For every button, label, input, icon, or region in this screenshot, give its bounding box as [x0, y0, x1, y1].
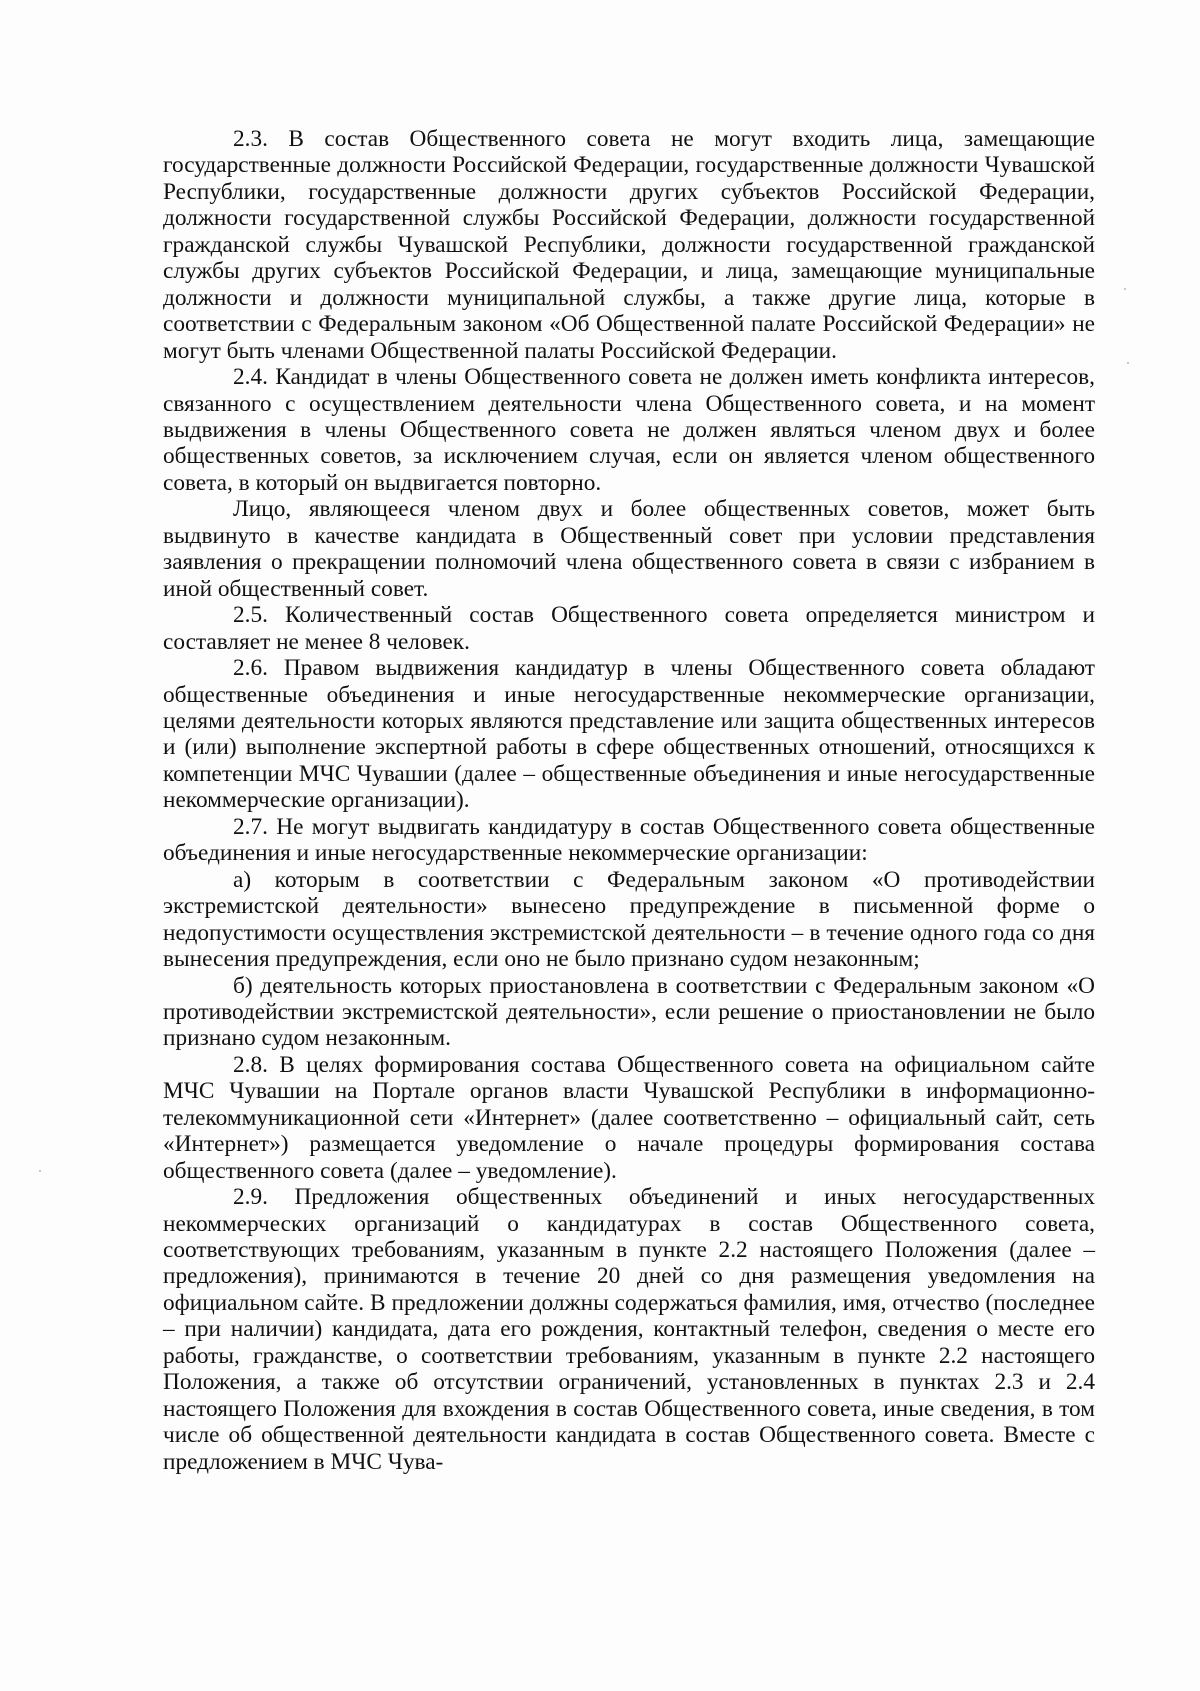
paragraph-2-9: 2.9. Предложения общественных объединений и иных негосударственных некоммерческих организаций о кандидатурах в состав Общественного совета, соответствующих требованиям, указанным в пункте 2.2 настоящего Положения (далее – предложения), принимаются в течение 20 дней со дня размещения уведомления на официальном сайте. В предложении должны содержаться фамилия, имя, отчество (последнее – при наличии) кандидата, дата его рождения, контактный телефон, сведения о месте его работы, гражданстве, о соответствии требованиям, указанным в пункте 2.2 настоящего Положения, а также об отсутствии ограничений, установленных в пунктах 2.3 и 2.4 настоящего Положения для вхождения в состав Общественного совета, иные сведения, в том числе об общественной деятельности кандидата в состав Общественного совета. Вместе с предложением в МЧС Чува-: [163, 1184, 1095, 1475]
scan-speck: [1127, 362, 1129, 364]
paragraph-2-7-item-a: а) которым в соответствии с Федеральным законом «О противодействии экстремистской деятельности» вынесено предупреждение в письменной форме о недопустимости осуществления экстремистской деятельности – в течение одного года со дня вынесения предупреждения, если оно не было признано судом незаконным;: [163, 866, 1095, 973]
scan-speck: [39, 1170, 41, 1172]
paragraph-2-4: 2.4. Кандидат в члены Общественного совета не должен иметь конфликта интересов, связанного с осуществлением деятельности члена Общественного совета, и на момент выдвижения в члены Общественного совета не должен являться членом двух и более общественных советов, за исключением случая, если он является членом общественного совета, в который он выдвигается повторно.: [163, 364, 1095, 496]
document-body: [163, 126, 1095, 1475]
paragraph-2-6: 2.6. Правом выдвижения кандидатур в члены Общественного совета обладают общественные объединения и иные негосударственные некоммерческие организации, целями деятельности которых являются представление или защита общественных интересов и (или) выполнение экспертной работы в сфере общественных отношений, относящихся к компетенции МЧС Чувашии (далее – общественные объединения и иные негосударственные некоммерческие организации).: [163, 655, 1095, 814]
scan-speck: [1124, 288, 1126, 290]
paragraph-2-7: 2.7. Не могут выдвигать кандидатуру в состав Общественного совета общественные объединения и иные негосударственные некоммерческие организации:: [163, 813, 1095, 867]
paragraph-2-3: 2.3. В состав Общественного совета не могут входить лица, замещающие государственные должности Российской Федерации, государственные должности Чувашской Республики, государственные должности других субъектов Российской Федерации, должности государственной службы Российской Федерации, должности государственной гражданской службы Чувашской Республики, должности государственной гражданской службы других субъектов Российской Федерации, и лица, замещающие муниципальные должности и должности муниципальной службы, а также другие лица, которые в соответствии с Федеральным законом «Об Общественной палате Российской Федерации» не могут быть членами Общественной палаты Российской Федерации.: [163, 126, 1095, 364]
paragraph-2-8: 2.8. В целях формирования состава Общественного совета на официальном сайте МЧС Чувашии на Портале органов власти Чувашской Республики в информационно-телекоммуникационной сети «Интернет» (далее соответственно – официальный сайт, сеть «Интернет») размещается уведомление о начале процедуры формирования состава общественного совета (далее – уведомление).: [163, 1051, 1095, 1184]
paragraph-2-5: 2.5. Количественный состав Общественного совета определяется министром и составляет не менее 8 человек.: [163, 602, 1095, 655]
paragraph-2-4-continuation: Лицо, являющееся членом двух и более общественных советов, может быть выдвинуто в качестве кандидата в Общественный совет при условии представления заявления о прекращении полномочий члена общественного совета в связи с избранием в иной общественный совет.: [163, 496, 1095, 602]
paragraph-2-7-item-b: б) деятельность которых приостановлена в соответствии с Федеральным законом «О противодействии экстремистской деятельности», если решение о приостановлении не было признано судом незаконным.: [163, 972, 1095, 1052]
